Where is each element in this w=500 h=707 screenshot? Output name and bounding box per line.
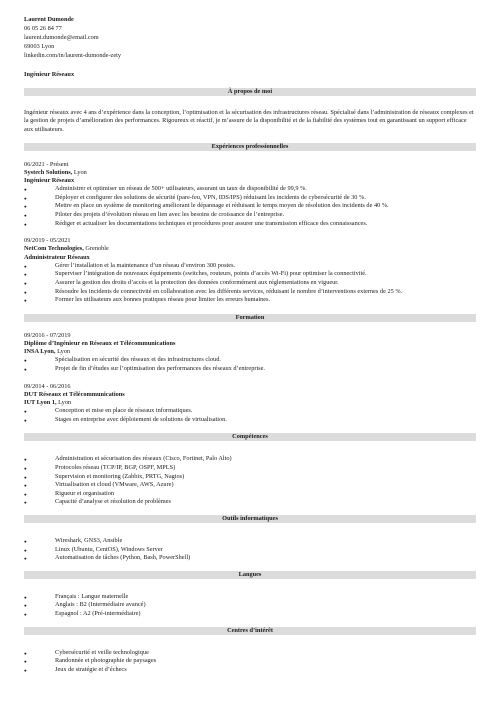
entry-date: 06/2021 - Présent xyxy=(24,160,69,168)
entry-role xyxy=(24,177,476,185)
experience-entry xyxy=(24,237,476,305)
list-item: ● Mettre en place un système de monitoring améliorant le dépannage et réduisant le temps moyen de résolution des incidents de 40 %. xyxy=(24,202,476,211)
section-heading-experience: Expériences professionnelles xyxy=(24,143,476,151)
entry-bullets xyxy=(24,185,476,228)
section-heading-languages: Langues xyxy=(24,571,476,579)
list-item: ● Stages en entreprise avec déploiement de solutions de virtualisation. xyxy=(24,416,476,425)
list-item: ● Déployer et configurer des solutions de sécurité (pare-feu, VPN, IDS/IPS) réduisant les incidents de cybersécurité de 30 %. xyxy=(24,194,476,203)
school-name: IUT Lyon 1, xyxy=(24,399,57,406)
entry-bullets xyxy=(24,356,476,373)
list-item: ● Rédiger et actualiser les documentations techniques et procédures pour assurer une transmission efficace des connaissances. xyxy=(24,220,476,229)
degree-title: Diplôme d’Ingénieur en Réseaux et Télécommunications xyxy=(24,340,176,347)
company-name: Systech Solutions, xyxy=(24,168,73,176)
section-heading-tools: Outils informatiques xyxy=(24,515,476,523)
linkedin-url: linkedin.com/in/laurent-dumonde-zety xyxy=(24,51,122,59)
list-item: ● Protocoles réseau (TCP/IP, BGP, OSPF, MPLS) xyxy=(24,464,476,473)
list-item: ● Rigueur et organisation xyxy=(24,490,476,499)
company-location: Lyon xyxy=(72,168,87,176)
entry-date: 09/2019 - 05/2021 xyxy=(24,237,71,245)
experience-list xyxy=(24,161,476,305)
section-heading-about: À propos de moi xyxy=(24,88,476,96)
school-location: Lyon xyxy=(56,399,72,406)
skills-list xyxy=(24,455,476,507)
list-item: ● Wireshark, GNS3, Ansible xyxy=(24,537,476,546)
list-item: ● Jeux de stratégie et d’échecs xyxy=(24,666,476,675)
tools-list xyxy=(24,537,476,563)
list-item: ● Automatisation de tâches (Python, Bash, PowerShell) xyxy=(24,554,476,563)
entry-role xyxy=(24,254,476,262)
list-item: ● Administration et sécurisation des réseaux (Cisco, Fortinet, Palo Alto) xyxy=(24,455,476,464)
section-heading-education: Formation xyxy=(24,314,476,322)
list-item: ● Supervision et monitoring (Zabbix, PRTG, Nagios) xyxy=(24,473,476,482)
entry-school xyxy=(24,399,476,407)
phone-number: 06 05 26 84 77 xyxy=(24,24,62,32)
city: 69003 Lyon xyxy=(24,42,55,50)
about-text: Ingénieur réseaux avec 4 ans d’expérience dans la conception, l’optimisation et la sécurisation des infrastructures réseau. Spécialisé dans l’administration de réseaux complexes et la gestion de projets d’amélioration des performances. Rigoureux et réactif, je m’assure de la disponibilité et de la fiabilité des systèmes tout en garantissant un support efficace aux utilisateurs. xyxy=(24,108,474,133)
school-name: INSA Lyon, xyxy=(24,348,56,356)
list-item: ● Conception et mise en place de réseaux informatiques. xyxy=(24,407,476,416)
entry-employer xyxy=(24,169,476,177)
school-location: Lyon xyxy=(55,348,71,356)
list-item: ● Former les utilisateurs aux bonnes pratiques réseau pour limiter les erreurs humaines. xyxy=(24,296,476,305)
entry-degree xyxy=(24,391,476,399)
list-item: ● Superviser l’intégration de nouveaux équipements (switches, routeurs, points d’accès Wi-Fi) pour optimiser la connectivité. xyxy=(24,270,476,279)
list-item: ● Spécialisation en sécurité des réseaux et des infrastructures cloud. xyxy=(24,356,476,365)
list-item: ● Administrer et optimiser un réseau de 500+ utilisateurs, assurant un taux de disponibilité de 99,9 %. xyxy=(24,185,476,194)
email-address: laurent.dumonde@email.com xyxy=(24,33,99,41)
list-item: ● Assurer la gestion des droits d’accès et la protection des données conformément aux réglementations en vigueur. xyxy=(24,279,476,288)
full-name: Laurent Dumonde xyxy=(24,16,74,23)
entry-degree xyxy=(24,340,476,348)
company-location: Grenoble xyxy=(83,245,109,253)
role-title: Administrateur Réseaux xyxy=(24,253,90,261)
company-name: NetCom Technologies, xyxy=(24,245,84,253)
entry-bullets xyxy=(24,407,476,424)
contact-block xyxy=(24,16,476,61)
list-item: ● Capacité d’analyse et résolution de problèmes xyxy=(24,498,476,507)
list-item: ● Français : Langue maternelle xyxy=(24,593,476,602)
list-item: ● Cybersécurité et veille technologique xyxy=(24,649,476,658)
section-heading-interests: Centres d’intérêt xyxy=(24,627,476,635)
list-item: ● Gérer l’installation et la maintenance d’un réseau d’environ 300 postes. xyxy=(24,262,476,271)
entry-school xyxy=(24,348,476,356)
list-item: ● Linux (Ubuntu, CentOS), Windows Server xyxy=(24,546,476,555)
list-item: ● Virtualisation et cloud (VMware, AWS, Azure) xyxy=(24,481,476,490)
entry-date: 09/2016 - 07/2019 xyxy=(24,331,71,339)
list-item: ● Projet de fin d’études sur l’optimisation des performances des réseaux d’entreprise. xyxy=(24,365,476,374)
section-heading-skills: Compétences xyxy=(24,433,476,441)
entry-date: 09/2014 - 06/2016 xyxy=(24,382,71,390)
interests-list xyxy=(24,649,476,675)
list-item: ● Espagnol : A2 (Pré-intermédiaire) xyxy=(24,610,476,619)
list-item: ● Piloter des projets d’évolution réseau en lien avec les besoins de croissance de l’entreprise. xyxy=(24,211,476,220)
list-item: ● Anglais : B2 (Intermédiaire avancé) xyxy=(24,601,476,610)
entry-employer xyxy=(24,245,476,253)
entry-bullets xyxy=(24,262,476,305)
education-list xyxy=(24,332,476,425)
degree-title: DUT Réseaux et Télécommunications xyxy=(24,390,125,398)
list-item: ● Résoudre les incidents de connectivité en collaboration avec les différents services, réduisant le nombre d’interventions externes de 25 %. xyxy=(24,288,476,297)
job-title: Ingénieur Réseaux xyxy=(24,70,75,78)
education-entry xyxy=(24,332,476,374)
education-entry xyxy=(24,383,476,425)
experience-entry xyxy=(24,161,476,229)
role-title: Ingénieur Réseaux xyxy=(24,177,75,185)
languages-list xyxy=(24,593,476,619)
list-item: ● Randonnée et photographie de paysages xyxy=(24,657,476,666)
